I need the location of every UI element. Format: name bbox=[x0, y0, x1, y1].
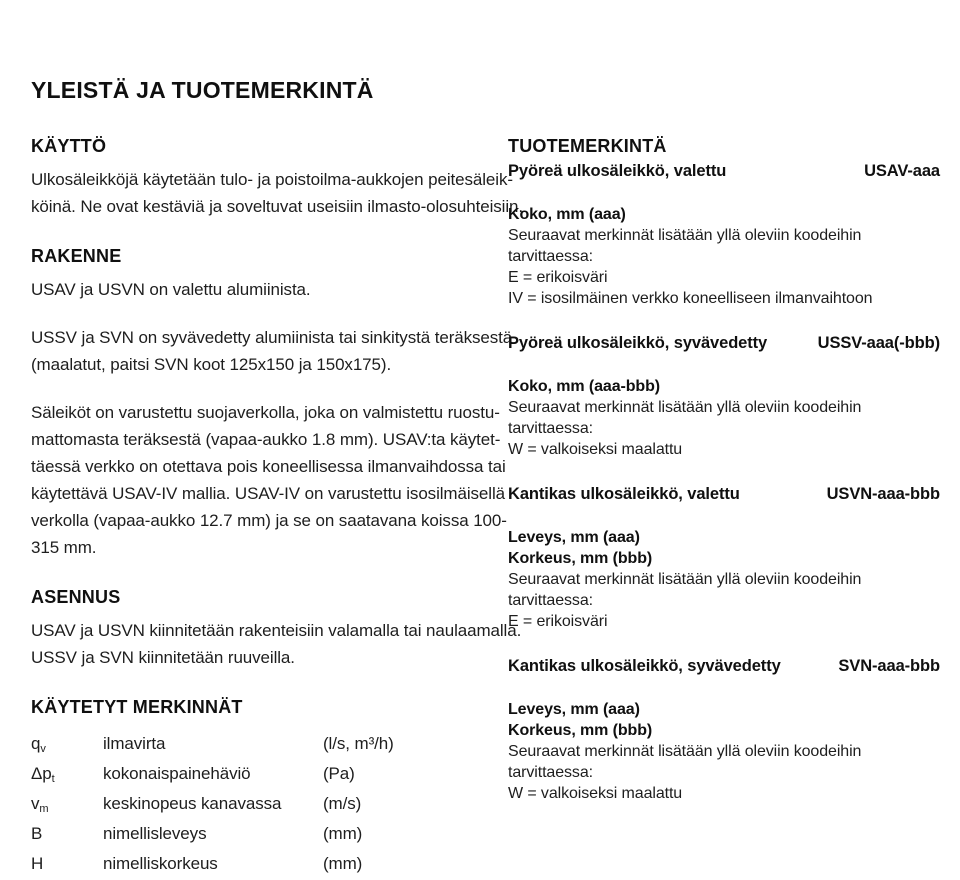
product-code: USSV-aaa(-bbb) bbox=[817, 334, 940, 352]
note-line: W = valkoiseksi maalattu bbox=[508, 441, 683, 458]
product-name-row bbox=[508, 334, 940, 353]
product-name-row bbox=[508, 162, 940, 181]
text-line: verkolla (vapaa-aukko 12.7 mm) ja se on saatavana koissa 100- bbox=[31, 511, 507, 530]
symbol-label-cell: ilmavirta bbox=[103, 734, 166, 753]
spec-line: Koko, mm (aaa) bbox=[508, 206, 626, 223]
note-line: W = valkoiseksi maalattu bbox=[508, 785, 683, 802]
section-heading-kaytetyt-merkinnat: KÄYTETYT MERKINNÄT bbox=[31, 697, 243, 717]
text-line: USAV ja USVN on valettu alumiinista. bbox=[31, 280, 311, 299]
product-block-svn bbox=[508, 657, 940, 804]
symbol-unit-cell: (Pa) bbox=[323, 764, 355, 783]
paragraph bbox=[31, 276, 476, 303]
spec-line: Korkeus, mm (bbb) bbox=[508, 722, 653, 739]
symbols-table-row bbox=[31, 850, 476, 880]
product-block-usvn bbox=[508, 485, 940, 632]
right-column bbox=[508, 136, 940, 880]
symbols-table-row bbox=[31, 820, 476, 850]
product-name: Pyöreä ulkosäleikkö, valettu bbox=[508, 162, 727, 180]
section-heading-kaytto: KÄYTTÖ bbox=[31, 136, 107, 156]
symbol-label-cell: nimellisleveys bbox=[103, 824, 207, 843]
paragraph bbox=[31, 617, 522, 671]
text-line: täessä verkko on otettava pois koneellisessa ilmanvaihdossa tai bbox=[31, 457, 506, 476]
spec-line: Leveys, mm (aaa) bbox=[508, 529, 640, 546]
section-heading-rakenne: RAKENNE bbox=[31, 246, 122, 266]
product-code: SVN-aaa-bbb bbox=[838, 657, 940, 675]
text-line: Ulkosäleikköjä käytetään tulo- ja poistoilma-aukkojen peitesäleik- bbox=[31, 170, 513, 189]
text-line: 315 mm. bbox=[31, 538, 97, 557]
product-notes bbox=[508, 741, 940, 804]
symbol-label-cell: nimelliskorkeus bbox=[103, 854, 218, 873]
text-line: mattomasta teräksestä (vapaa-aukko 1.8 mm). USAV:ta käytet- bbox=[31, 430, 501, 449]
product-specs bbox=[508, 376, 940, 397]
symbols-table bbox=[31, 730, 476, 880]
content-columns bbox=[31, 136, 940, 880]
note-line: Seuraavat merkinnät lisätään yllä oleviin koodeihin tarvittaessa: bbox=[508, 399, 862, 437]
note-line: Seuraavat merkinnät lisätään yllä oleviin koodeihin tarvittaessa: bbox=[508, 227, 862, 265]
spec-line: Koko, mm (aaa-bbb) bbox=[508, 378, 660, 395]
note-line: Seuraavat merkinnät lisätään yllä oleviin koodeihin tarvittaessa: bbox=[508, 743, 862, 781]
text-line: USSV ja SVN kiinnitetään ruuveilla. bbox=[31, 648, 295, 667]
product-name: Pyöreä ulkosäleikkö, syvävedetty bbox=[508, 334, 768, 352]
product-name-row bbox=[508, 485, 940, 504]
product-block-ussv bbox=[508, 334, 940, 460]
note-line: E = erikoisväri bbox=[508, 613, 608, 630]
note-line: E = erikoisväri bbox=[508, 269, 608, 286]
product-notes bbox=[508, 569, 940, 632]
product-specs bbox=[508, 699, 940, 741]
paragraph bbox=[31, 166, 524, 220]
spec-line: Leveys, mm (aaa) bbox=[508, 701, 640, 718]
symbols-table-row bbox=[31, 730, 476, 760]
left-column bbox=[31, 136, 524, 880]
product-notes bbox=[508, 397, 940, 460]
page-title: YLEISTÄ JA TUOTEMERKINTÄ bbox=[31, 77, 374, 104]
symbols-table-row bbox=[31, 790, 476, 820]
text-line: käytettävä USAV-IV mallia. USAV-IV on varustettu isosilmäisellä bbox=[31, 484, 505, 503]
symbols-table-row bbox=[31, 760, 476, 790]
symbol-cell: H bbox=[31, 854, 44, 873]
symbol-label-cell: keskinopeus kanavassa bbox=[103, 794, 282, 813]
symbol-label-cell: kokonaispainehäviö bbox=[103, 764, 251, 783]
symbol-unit-cell: (m/s) bbox=[323, 794, 362, 813]
paragraph bbox=[31, 399, 507, 561]
text-line: USAV ja USVN kiinnitetään rakenteisiin valamalla tai naulaamalla. bbox=[31, 621, 522, 640]
section-heading-tuotemerkinta: TUOTEMERKINTÄ bbox=[508, 136, 667, 156]
symbol-unit-cell: (l/s, m³/h) bbox=[323, 734, 394, 753]
symbol-cell: B bbox=[31, 824, 43, 843]
product-name: Kantikas ulkosäleikkö, valettu bbox=[508, 485, 740, 503]
product-name-row bbox=[508, 657, 940, 676]
paragraph bbox=[31, 324, 513, 378]
product-name: Kantikas ulkosäleikkö, syvävedetty bbox=[508, 657, 781, 675]
product-block-usav bbox=[508, 162, 940, 309]
product-specs bbox=[508, 527, 940, 569]
symbol-cell: vm bbox=[31, 794, 49, 815]
note-line: IV = isosilmäinen verkko koneelliseen ilmanvaihtoon bbox=[508, 290, 873, 307]
symbol-cell: Δpt bbox=[31, 764, 55, 785]
symbol-unit-cell: (mm) bbox=[323, 824, 363, 843]
product-specs bbox=[508, 204, 940, 225]
symbol-cell: qv bbox=[31, 734, 46, 755]
symbol-unit-cell: (mm) bbox=[323, 854, 363, 873]
text-line: köinä. Ne ovat kestäviä ja soveltuvat useisiin ilmasto-olosuhteisiin. bbox=[31, 197, 524, 216]
text-line: USSV ja SVN on syvävedetty alumiinista tai sinkitystä teräksestä bbox=[31, 328, 513, 347]
section-heading-asennus: ASENNUS bbox=[31, 587, 121, 607]
text-line: (maalatut, paitsi SVN koot 125x150 ja 150x175). bbox=[31, 355, 392, 374]
text-line: Säleiköt on varustettu suojaverkolla, joka on valmistettu ruostu- bbox=[31, 403, 500, 422]
spec-line: Korkeus, mm (bbb) bbox=[508, 550, 653, 567]
note-line: Seuraavat merkinnät lisätään yllä oleviin koodeihin tarvittaessa: bbox=[508, 571, 862, 609]
product-notes bbox=[508, 225, 940, 309]
product-code: USAV-aaa bbox=[864, 162, 940, 180]
product-code: USVN-aaa-bbb bbox=[826, 485, 940, 503]
